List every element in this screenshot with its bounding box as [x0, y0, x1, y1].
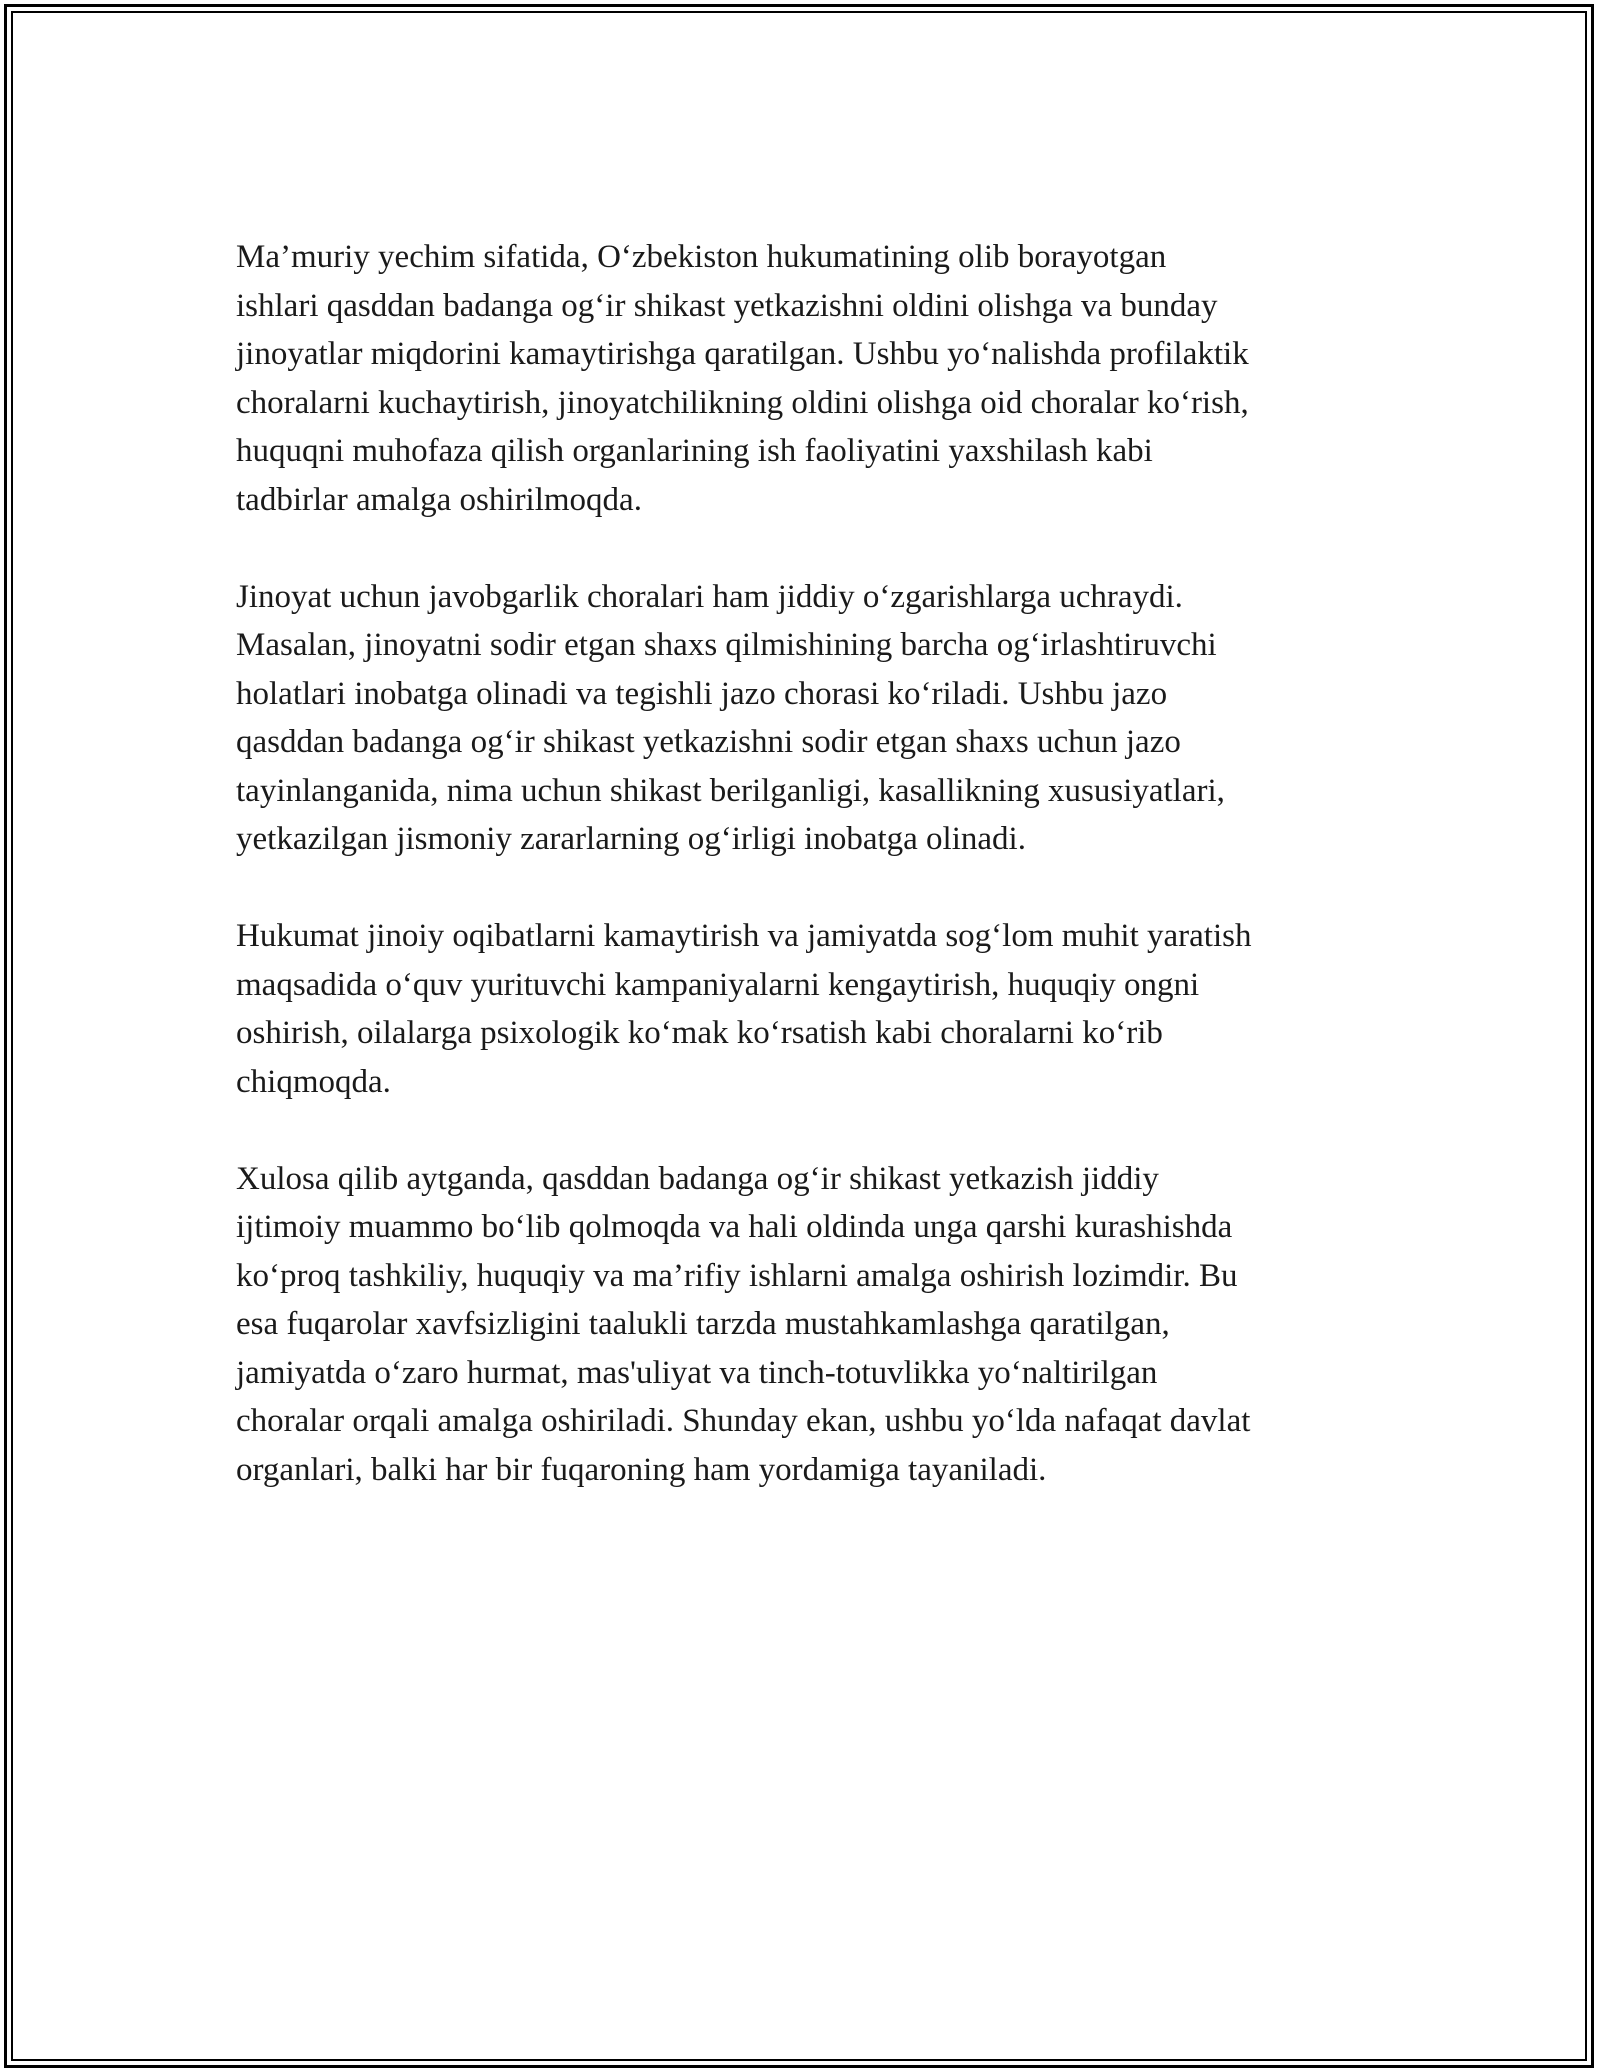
text-line: ishlari qasddan badanga og‘ir shikast yetkazishni oldini olishga va bunday: [236, 287, 1218, 324]
text-line: Masalan, jinoyatni sodir etgan shaxs qilmishining barcha og‘irlashtiruvchi: [236, 627, 1217, 663]
paragraph: [236, 912, 1376, 1106]
paragraph: [236, 573, 1376, 864]
paragraph: [236, 233, 1376, 524]
text-line: organlari, balki har bir fuqaroning ham yordamiga tayaniladi.: [236, 1451, 1047, 1488]
text-line: Xulosa qilib aytganda, qasddan badanga og‘ir shikast yetkazish jiddiy: [236, 1160, 1159, 1197]
text-line: oshirish, oilalarga psixologik ko‘mak ko‘rsatish kabi choralarni ko‘rib: [236, 1015, 1163, 1051]
text-line: esa fuqarolar xavfsizligini taalukli tarzda mustahkamlashga qaratilgan,: [236, 1306, 1170, 1342]
paragraph: [236, 1155, 1376, 1495]
text-line: ijtimoiy muammo bo‘lib qolmoqda va hali oldinda unga qarshi kurashishda: [236, 1209, 1233, 1245]
document-body: [236, 233, 1376, 1543]
text-line: Hukumat jinoiy oqibatlarni kamaytirish va jamiyatda sog‘lom muhit yaratish: [236, 918, 1252, 954]
text-line: tayinlanganida, nima uchun shikast berilganligi, kasallikning xususiyatlari,: [236, 772, 1225, 809]
text-line: tadbirlar amalga oshirilmoqda.: [236, 481, 642, 518]
text-line: Ma’muriy yechim sifatida, O‘zbekiston hukumatining olib borayotgan: [236, 239, 1167, 275]
text-line: huquqni muhofaza qilish organlarining ish faoliyatini yaxshilash kabi: [236, 433, 1153, 469]
text-line: qasddan badanga og‘ir shikast yetkazishni sodir etgan shaxs uchun jazo: [236, 724, 1181, 760]
text-line: chiqmoqda.: [236, 1063, 391, 1100]
text-line: jinoyatlar miqdorini kamaytirishga qaratilgan. Ushbu yo‘nalishda profilaktik: [236, 336, 1249, 372]
text-line: choralar orqali amalga oshiriladi. Shunday ekan, ushbu yo‘lda nafaqat davlat: [236, 1403, 1251, 1439]
text-line: Jinoyat uchun javobgarlik choralari ham jiddiy o‘zgarishlarga uchraydi.: [236, 578, 1183, 615]
text-line: maqsadida o‘quv yurituvchi kampaniyalarni kengaytirish, huquqiy ongni: [236, 966, 1200, 1003]
text-line: jamiyatda o‘zaro hurmat, mas'uliyat va tinch-totuvlikka yo‘naltirilgan: [236, 1354, 1158, 1391]
text-line: choralarni kuchaytirish, jinoyatchilikning oldini olishga oid choralar ko‘rish,: [236, 384, 1249, 421]
text-line: holatlari inobatga olinadi va tegishli jazo chorasi ko‘riladi. Ushbu jazo: [236, 675, 1168, 712]
text-line: yetkazilgan jismoniy zararlarning og‘irligi inobatga olinadi.: [236, 821, 1026, 857]
text-line: ko‘proq tashkiliy, huquqiy va ma’rifiy ishlarni amalga oshirish lozimdir. Bu: [236, 1257, 1238, 1294]
